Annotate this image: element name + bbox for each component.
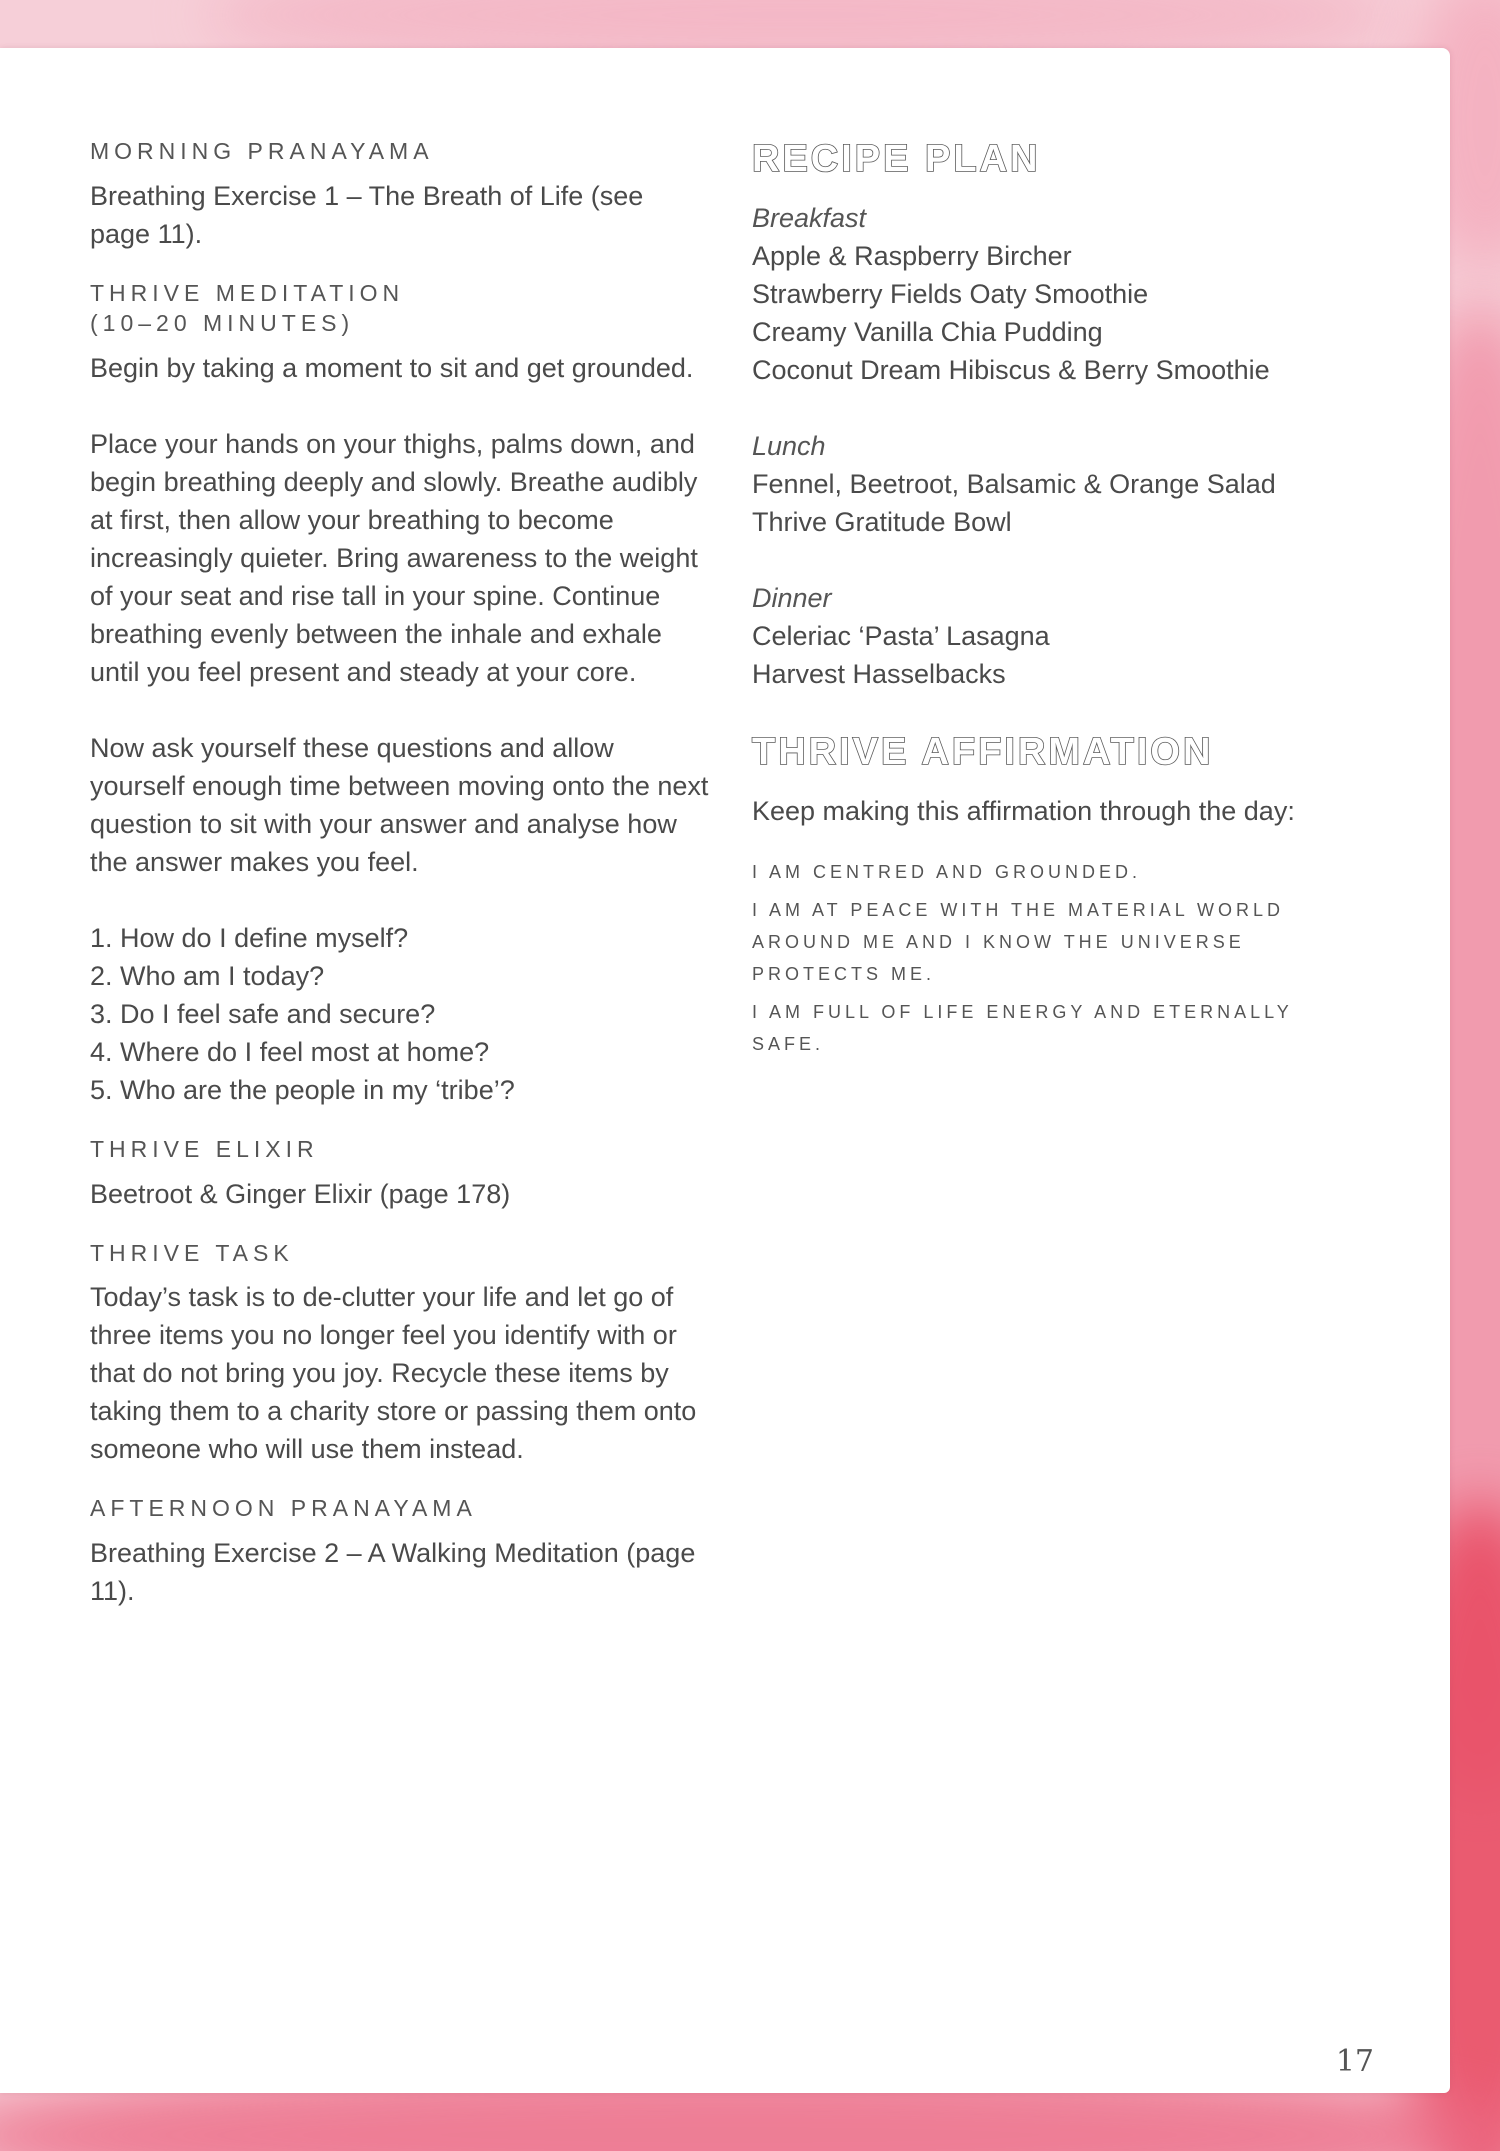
- meditation-body: Place your hands on your thighs, palms down, and begin breathing deeply and slowly. Breathe audibly at first, then allow your breathing to become increasingly quieter. Bring awareness to the weight of your seat and rise tall in your spine. Continue breathing evenly between the inhale and exhale until you feel present and steady at your core.: [90, 428, 698, 687]
- questions-intro: Now ask yourself these questions and allow yourself enough time between moving onto the next question to sit with your answer and analyse how the answer makes you feel.: [90, 732, 709, 877]
- question-list: [90, 919, 710, 1109]
- thrive-elixir-heading: THRIVE ELIXIR: [90, 1135, 319, 1162]
- thrive-task-text: Today’s task is to de-clutter your life and let go of three items you no longer feel you identify with or that do not bring you joy. Recycle these items by taking them to a charity store or passing them onto someone who will use them instead.: [90, 1282, 697, 1465]
- meditation-intro: Begin by taking a moment to sit and get grounded.: [90, 352, 694, 383]
- afternoon-pranayama-text: Breathing Exercise 2 – A Walking Meditation (page 11).: [90, 1538, 696, 1607]
- recipe-plan-title: RECIPE PLAN: [752, 138, 1041, 180]
- list-item: Coconut Dream Hibiscus & Berry Smoothie: [752, 355, 1270, 385]
- list-item: Fennel, Beetroot, Balsamic & Orange Salad: [752, 469, 1276, 499]
- list-item: 3. Do I feel safe and secure?: [90, 998, 436, 1029]
- afternoon-pranayama-heading: AFTERNOON PRANAYAMA: [90, 1495, 477, 1522]
- list-item: Harvest Hasselbacks: [752, 659, 1006, 689]
- thrive-affirmation-title: THRIVE AFFIRMATION: [752, 731, 1214, 773]
- list-item: 2. Who am I today?: [90, 960, 325, 991]
- right-column: [752, 138, 1372, 1066]
- list-item: Apple & Raspberry Bircher: [752, 241, 1072, 271]
- list-item: Strawberry Fields Oaty Smoothie: [752, 279, 1149, 309]
- morning-pranayama-text: Breathing Exercise 1 – The Breath of Life (see page 11).: [90, 180, 644, 249]
- affirmation-line: I AM AT PEACE WITH THE MATERIAL WORLD AROUND ME AND I KNOW THE UNIVERSE PROTECTS ME.: [752, 900, 1285, 984]
- affirmation-intro: Keep making this affirmation through the day:: [752, 796, 1295, 826]
- list-item: 1. How do I define myself?: [90, 922, 409, 953]
- meditation-duration: (10–20 MINUTES): [90, 309, 355, 336]
- list-item: 5. Who are the people in my ‘tribe’?: [90, 1074, 515, 1105]
- morning-pranayama-heading: MORNING PRANAYAMA: [90, 138, 434, 164]
- list-item: Creamy Vanilla Chia Pudding: [752, 317, 1103, 347]
- affirmation-line: I AM CENTRED AND GROUNDED.: [752, 862, 1142, 882]
- thrive-meditation-heading: THRIVE MEDITATION: [90, 279, 405, 306]
- affirmation-line: I AM FULL OF LIFE ENERGY AND ETERNALLY SAFE.: [752, 1002, 1293, 1054]
- breakfast-label: Breakfast: [752, 203, 867, 233]
- dinner-label: Dinner: [752, 583, 832, 613]
- list-item: 4. Where do I feel most at home?: [90, 1036, 490, 1067]
- page-number: 17: [1335, 2044, 1374, 2079]
- thrive-task-heading: THRIVE TASK: [90, 1239, 294, 1266]
- list-item: Celeriac ‘Pasta’ Lasagna: [752, 621, 1050, 651]
- thrive-elixir-text: Beetroot & Ginger Elixir (page 178): [90, 1178, 511, 1209]
- left-column: [90, 137, 710, 1610]
- lunch-label: Lunch: [752, 431, 826, 461]
- list-item: Thrive Gratitude Bowl: [752, 507, 1012, 537]
